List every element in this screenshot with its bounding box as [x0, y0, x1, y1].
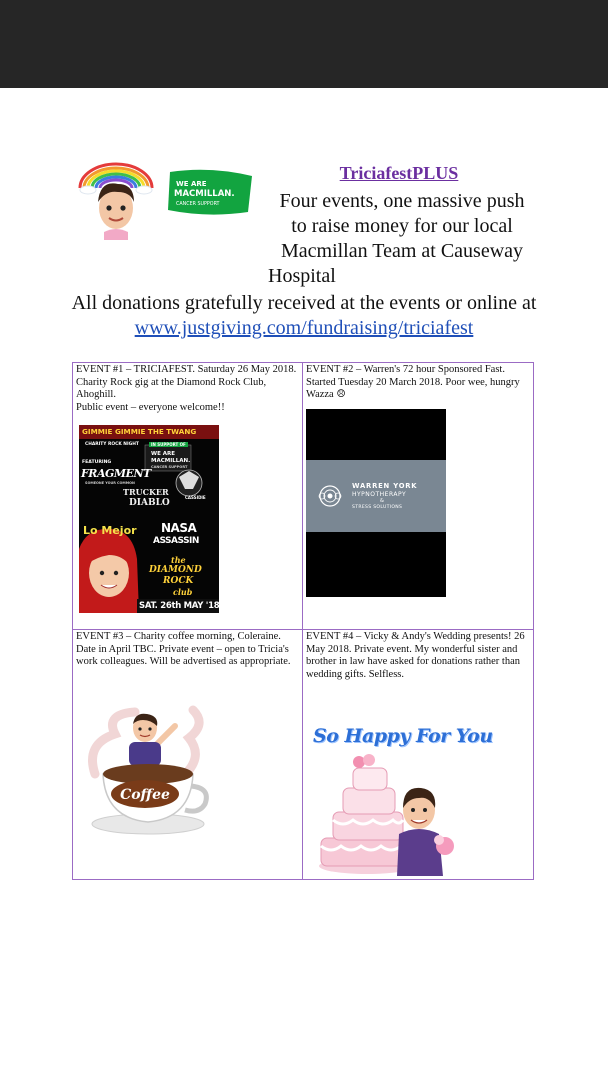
mug-label: Coffee	[120, 787, 170, 803]
poster-venue2: DIAMOND	[149, 565, 202, 575]
event-2-text: EVENT #2 – Warren's 72 hour Sponsored Fast. Started Tuesday 20 March 2018. Poor wee, hungry Wazza ☹	[306, 364, 520, 401]
poster-venue4: club	[173, 587, 193, 597]
top-status-bar	[0, 0, 608, 88]
happy-banner: So Happy For You	[313, 725, 493, 747]
poster-band2b: DIABLO	[129, 498, 170, 508]
poster-featuring: FEATURING	[82, 460, 112, 465]
event-cell-3	[73, 630, 303, 879]
event-3-text: EVENT #3 – Charity coffee morning, Coleraine. Date in April TBC. Private event – open to Tricia's work colleagues. Will be advertised as appropriate.	[76, 631, 291, 668]
rainbow-avatar-icon	[76, 160, 156, 240]
logo-line2: MACMILLAN.	[174, 189, 235, 199]
poster-sub: CHARITY ROCK NIGHT	[85, 442, 139, 447]
page-title[interactable]: TriciafestPLUS	[339, 163, 459, 183]
poster-mac1: WE ARE	[151, 451, 175, 457]
warren-york-image	[306, 409, 446, 597]
poster-headline: GIMMIE GIMMIE THE TWANG	[82, 427, 197, 436]
poster-date: SAT. 26th MAY '18	[139, 601, 219, 611]
macmillan-logo	[164, 168, 256, 218]
intro-line: to raise money for our local	[291, 215, 513, 237]
logo-line1: WE ARE	[176, 180, 207, 188]
header-section	[0, 88, 608, 358]
poster-band5a: NASA	[161, 521, 197, 535]
wedding-cake-icon	[311, 754, 461, 876]
poster-band1-sub: SOMEONE YOUR COMMON	[85, 481, 135, 485]
brand-amp: &	[380, 498, 385, 504]
brand-sub2: STRESS SOLUTIONS	[352, 505, 403, 510]
poster-band1: FRAGMENT	[81, 467, 151, 480]
brand-sub: HYPNOTHERAPY	[352, 491, 407, 498]
donations-prefix: All donations gratefully received at the events or online at	[71, 292, 537, 314]
poster-venue1: the	[171, 555, 186, 565]
rock-gig-poster	[79, 425, 219, 613]
poster-venue3: ROCK	[163, 576, 194, 586]
poster-mac2: MACMILLAN.	[151, 458, 191, 464]
event-cell-4	[303, 630, 533, 879]
justgiving-link[interactable]: www.justgiving.com/fundraising/triciafest	[134, 317, 474, 339]
poster-support: IN SUPPORT OF	[151, 442, 186, 447]
brand-name: WARREN YORK	[352, 482, 418, 490]
logo-line3: CANCER SUPPORT	[176, 202, 220, 207]
event-1-text	[76, 364, 299, 414]
event-cell-1	[73, 363, 303, 630]
poster-band5b: ASSASSIN	[153, 536, 199, 546]
poster-band2a: TRUCKER	[123, 487, 169, 497]
lotus-logo-icon	[316, 484, 344, 508]
warren-york-banner	[306, 460, 446, 532]
intro-text	[268, 189, 536, 264]
poster-art	[79, 425, 219, 613]
intro-line: Macmillan Team at Causeway	[280, 240, 524, 262]
poster-band3: CASSIDIE	[185, 495, 206, 500]
event-cell-2	[303, 363, 533, 630]
event-1-note: Public event – everyone welcome!!	[76, 401, 225, 413]
document-page	[0, 88, 608, 1080]
intro-line-last: Hospital	[268, 265, 336, 287]
intro-line: Four events, one massive push	[279, 190, 525, 212]
events-table	[72, 362, 534, 880]
coffee-cup-icon	[85, 704, 215, 842]
event-1-description: EVENT #1 – TRICIAFEST. Saturday 26 May 2018. Charity Rock gig at the Diamond Rock Club, Ahoghill.	[76, 364, 297, 401]
donations-text	[60, 291, 548, 341]
poster-band4: Lo Mejor	[83, 524, 137, 537]
poster-mac3: CANCER SUPPORT	[151, 465, 188, 469]
event-4-text: EVENT #4 – Vicky & Andy's Wedding presents! 26 May 2018. Private event. My wonderful sister and brother in law have asked for donations rather than wedding gifts. Selfless.	[306, 631, 525, 680]
